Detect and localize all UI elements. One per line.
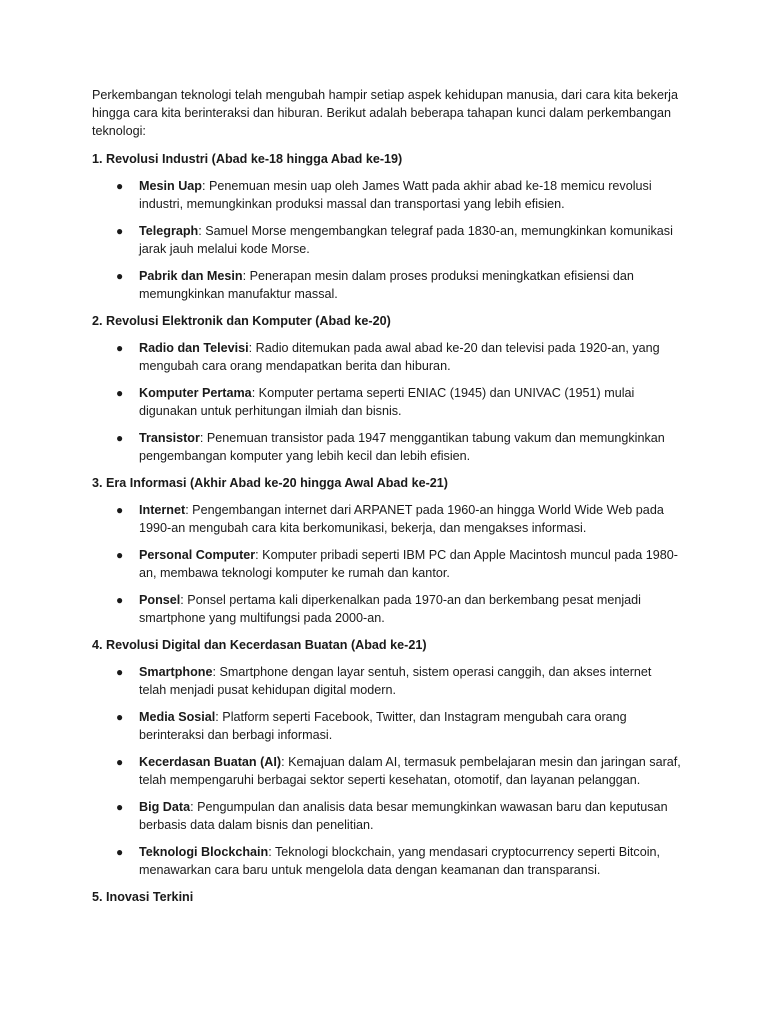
bullet-list — [92, 339, 682, 465]
bullet-icon: ● — [116, 710, 124, 724]
item-text: : Pengumpulan dan analisis data besar memungkinkan wawasan baru dan keputusan berbasis data dalam bisnis dan penelitian. — [139, 800, 668, 832]
bullet-icon: ● — [116, 431, 124, 445]
list-item — [92, 591, 682, 627]
bullet-icon: ● — [116, 755, 124, 769]
bullet-icon: ● — [116, 386, 124, 400]
bullet-list — [92, 177, 682, 303]
section-heading: 2. Revolusi Elektronik dan Komputer (Abad ke-20) — [92, 314, 391, 328]
section-heading: 4. Revolusi Digital dan Kecerdasan Buatan (Abad ke-21) — [92, 638, 427, 652]
item-term: Mesin Uap — [139, 179, 202, 193]
item-term: Transistor — [139, 431, 200, 445]
item-term: Radio dan Televisi — [139, 341, 249, 355]
item-term: Media Sosial — [139, 710, 216, 724]
list-item — [92, 798, 682, 834]
list-item — [92, 501, 682, 537]
list-item — [92, 843, 682, 879]
bullet-icon: ● — [116, 269, 124, 283]
bullet-icon: ● — [116, 224, 124, 238]
item-term: Pabrik dan Mesin — [139, 269, 243, 283]
item-text: : Smartphone dengan layar sentuh, sistem operasi canggih, dan akses internet telah menjadi pusat kehidupan digital modern. — [139, 665, 652, 697]
item-text: : Platform seperti Facebook, Twitter, dan Instagram mengubah cara orang berinteraksi dan berbagi informasi. — [139, 710, 627, 742]
bullet-icon: ● — [116, 800, 124, 814]
bullet-list — [92, 501, 682, 627]
intro-paragraph: Perkembangan teknologi telah mengubah hampir setiap aspek kehidupan manusia, dari cara kita bekerja hingga cara kita berinteraksi dan hiburan. Berikut adalah beberapa tahapan kunci dalam perkembangan teknologi: — [92, 88, 678, 138]
list-item — [92, 222, 682, 258]
item-term: Telegraph — [139, 224, 199, 238]
section-revolusi-elektronik — [92, 312, 682, 465]
list-item — [92, 429, 682, 465]
list-item — [92, 708, 682, 744]
document-page — [92, 86, 682, 915]
section-heading: 3. Era Informasi (Akhir Abad ke-20 hingga Awal Abad ke-21) — [92, 476, 448, 490]
item-text: : Komputer pribadi seperti IBM PC dan Apple Macintosh muncul pada 1980-an, membawa teknologi komputer ke rumah dan kantor. — [139, 548, 678, 580]
list-item — [92, 753, 682, 789]
item-term: Smartphone — [139, 665, 213, 679]
item-text: : Penemuan mesin uap oleh James Watt pada akhir abad ke-18 memicu revolusi industri, memungkinkan produksi massal dan transportasi yang lebih efisien. — [139, 179, 652, 211]
bullet-icon: ● — [116, 179, 124, 193]
bullet-icon: ● — [116, 593, 124, 607]
bullet-list — [92, 663, 682, 879]
bullet-icon: ● — [116, 548, 124, 562]
bullet-icon: ● — [116, 341, 124, 355]
section-inovasi-terkini — [92, 888, 682, 906]
list-item — [92, 663, 682, 699]
section-era-informasi — [92, 474, 682, 627]
item-text: : Kemajuan dalam AI, termasuk pembelajaran mesin dan jaringan saraf, telah mempengaruhi berbagai sektor seperti kesehatan, otomotif, dan layanan pelanggan. — [139, 755, 681, 787]
bullet-icon: ● — [116, 845, 124, 859]
section-heading: 5. Inovasi Terkini — [92, 890, 194, 904]
item-term: Big Data — [139, 800, 191, 814]
item-text: : Penemuan transistor pada 1947 menggantikan tabung vakum dan memungkinkan pengembangan komputer yang lebih kecil dan lebih efisien. — [139, 431, 665, 463]
item-text: : Samuel Morse mengembangkan telegraf pada 1830-an, memungkinkan komunikasi jarak jauh melalui kode Morse. — [139, 224, 673, 256]
item-text: : Komputer pertama seperti ENIAC (1945) dan UNIVAC (1951) mulai digunakan untuk perhitungan ilmiah dan bisnis. — [139, 386, 635, 418]
bullet-icon: ● — [116, 665, 124, 679]
item-text: : Ponsel pertama kali diperkenalkan pada 1970-an dan berkembang pesat menjadi smartphone yang multifungsi pada 2000-an. — [139, 593, 641, 625]
item-term: Teknologi Blockchain — [139, 845, 269, 859]
item-term: Personal Computer — [139, 548, 256, 562]
item-text: : Radio ditemukan pada awal abad ke-20 dan televisi pada 1920-an, yang mengubah cara orang mendapatkan berita dan hiburan. — [139, 341, 660, 373]
list-item — [92, 546, 682, 582]
item-text: : Penerapan mesin dalam proses produksi meningkatkan efisiensi dan memungkinkan manufaktur massal. — [139, 269, 634, 301]
list-item — [92, 339, 682, 375]
list-item — [92, 267, 682, 303]
item-term: Ponsel — [139, 593, 181, 607]
section-revolusi-industri — [92, 150, 682, 303]
list-item — [92, 177, 682, 213]
item-text: : Teknologi blockchain, yang mendasari cryptocurrency seperti Bitcoin, menawarkan cara baru untuk mengelola data dengan keamanan dan transparansi. — [139, 845, 661, 877]
item-text: : Pengembangan internet dari ARPANET pada 1960-an hingga World Wide Web pada 1990-an mengubah cara kita berkomunikasi, bekerja, dan mengakses informasi. — [139, 503, 664, 535]
item-term: Kecerdasan Buatan (AI) — [139, 755, 282, 769]
item-term: Komputer Pertama — [139, 386, 252, 400]
item-term: Internet — [139, 503, 186, 517]
list-item — [92, 384, 682, 420]
section-revolusi-digital — [92, 636, 682, 879]
section-heading: 1. Revolusi Industri (Abad ke-18 hingga Abad ke-19) — [92, 152, 403, 166]
bullet-icon: ● — [116, 503, 124, 517]
